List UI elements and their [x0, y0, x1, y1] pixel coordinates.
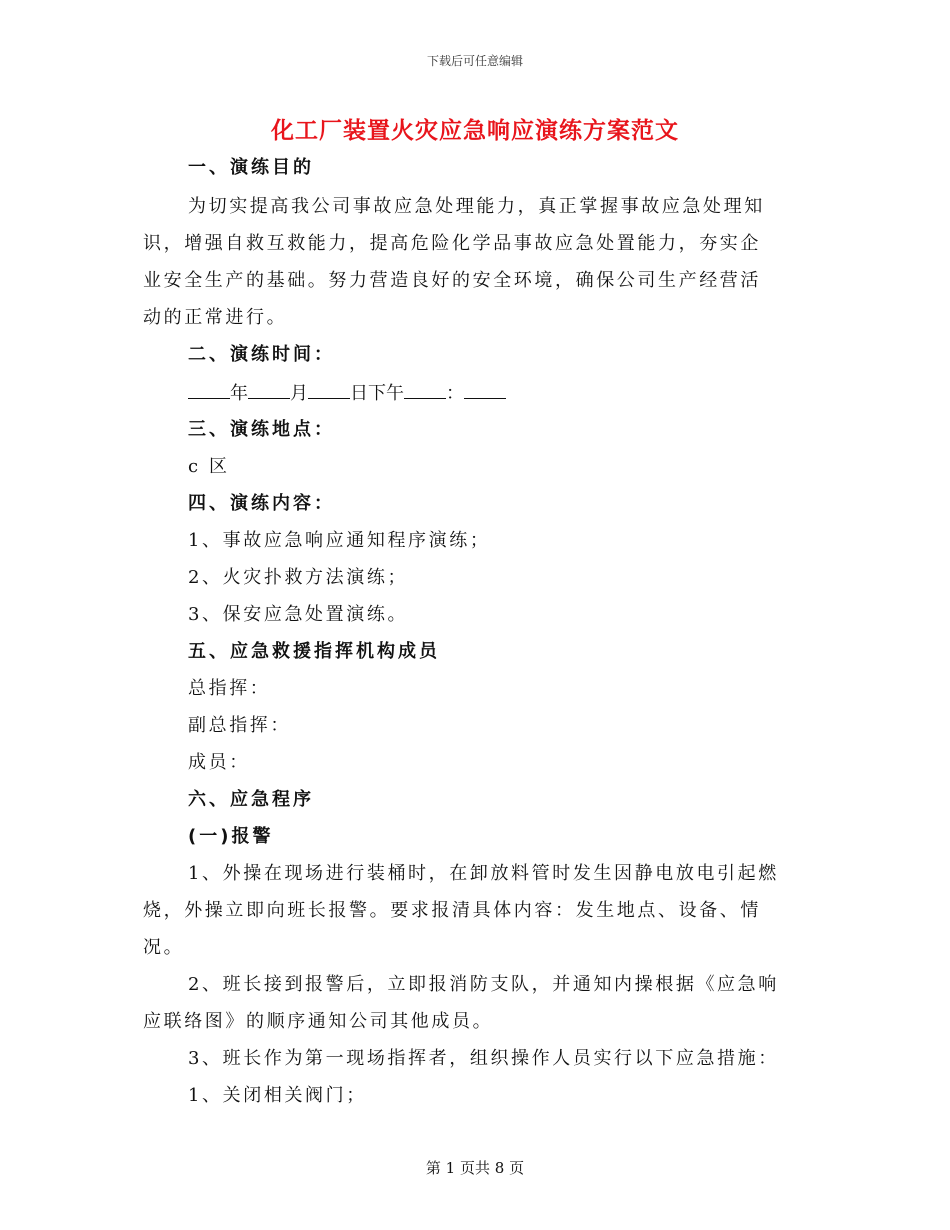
section-4-heading: 四、演练内容：: [188, 493, 335, 514]
month-label: 月: [290, 383, 308, 404]
alarm-para-1-line-2: 烧，外操立即向班长报警。要求报清具体内容：发生地点、设备、情: [143, 900, 761, 921]
section-5-heading: 五、应急救援指挥机构成员: [188, 641, 440, 662]
year-blank[interactable]: [188, 380, 230, 399]
year-label: 年: [230, 383, 248, 404]
section-6-heading: 六、应急程序: [188, 789, 314, 810]
members-label: 成员：: [188, 752, 250, 773]
alarm-para-2-line-1: 2、班长接到报警后，立即报消防支队，并通知内操根据《应急响: [188, 974, 779, 995]
alarm-para-1-line-3: 况。: [143, 937, 185, 958]
day-blank[interactable]: [308, 380, 350, 399]
location-text: c 区: [188, 456, 230, 477]
section-3-heading: 三、演练地点：: [188, 419, 335, 440]
section-1-para-line-4: 动的正常进行。: [143, 307, 288, 328]
page-footer: 第 1 页共 8 页: [425, 1159, 525, 1177]
measure-item-1: 1、关闭相关阀门；: [188, 1085, 367, 1106]
time-fill-line: [188, 380, 506, 406]
alarm-para-3-line-1: 3、班长作为第一现场指挥者，组织操作人员实行以下应急措施：: [188, 1048, 779, 1069]
content-item-3: 3、保安应急处置演练。: [188, 604, 409, 625]
section-1-para-line-3: 业安全生产的基础。努力营造良好的安全环境，确保公司生产经营活: [143, 270, 761, 291]
day-pm-label: 日下午: [350, 383, 404, 404]
subsection-alarm-heading: (一)报警: [188, 826, 274, 847]
commander-label: 总指挥：: [188, 678, 271, 699]
deputy-commander-label: 副总指挥：: [188, 715, 291, 736]
section-2-heading: 二、演练时间：: [188, 344, 335, 365]
header-note: 下载后可任意编辑: [426, 54, 523, 68]
content-item-1: 1、事故应急响应通知程序演练；: [188, 530, 491, 551]
document-title: 化工厂装置火灾应急响应演练方案范文: [271, 117, 679, 144]
alarm-para-2-line-2: 应联络图》的顺序通知公司其他成员。: [143, 1011, 494, 1032]
minute-blank[interactable]: [464, 380, 506, 399]
section-1-para-line-1: 为切实提高我公司事故应急处理能力，真正掌握事故应急处理知: [188, 196, 765, 217]
month-blank[interactable]: [248, 380, 290, 399]
section-1-heading: 一、演练目的: [188, 157, 314, 178]
alarm-para-1-line-1: 1、外操在现场进行装桶时，在卸放料管时发生因静电放电引起燃: [188, 863, 779, 884]
hour-blank[interactable]: [404, 380, 446, 399]
time-colon: ：: [446, 383, 464, 404]
content-item-2: 2、火灾扑救方法演练；: [188, 567, 409, 588]
section-1-para-line-2: 识，增强自救互救能力，提高危险化学品事故应急处置能力，夯实企: [143, 233, 761, 254]
